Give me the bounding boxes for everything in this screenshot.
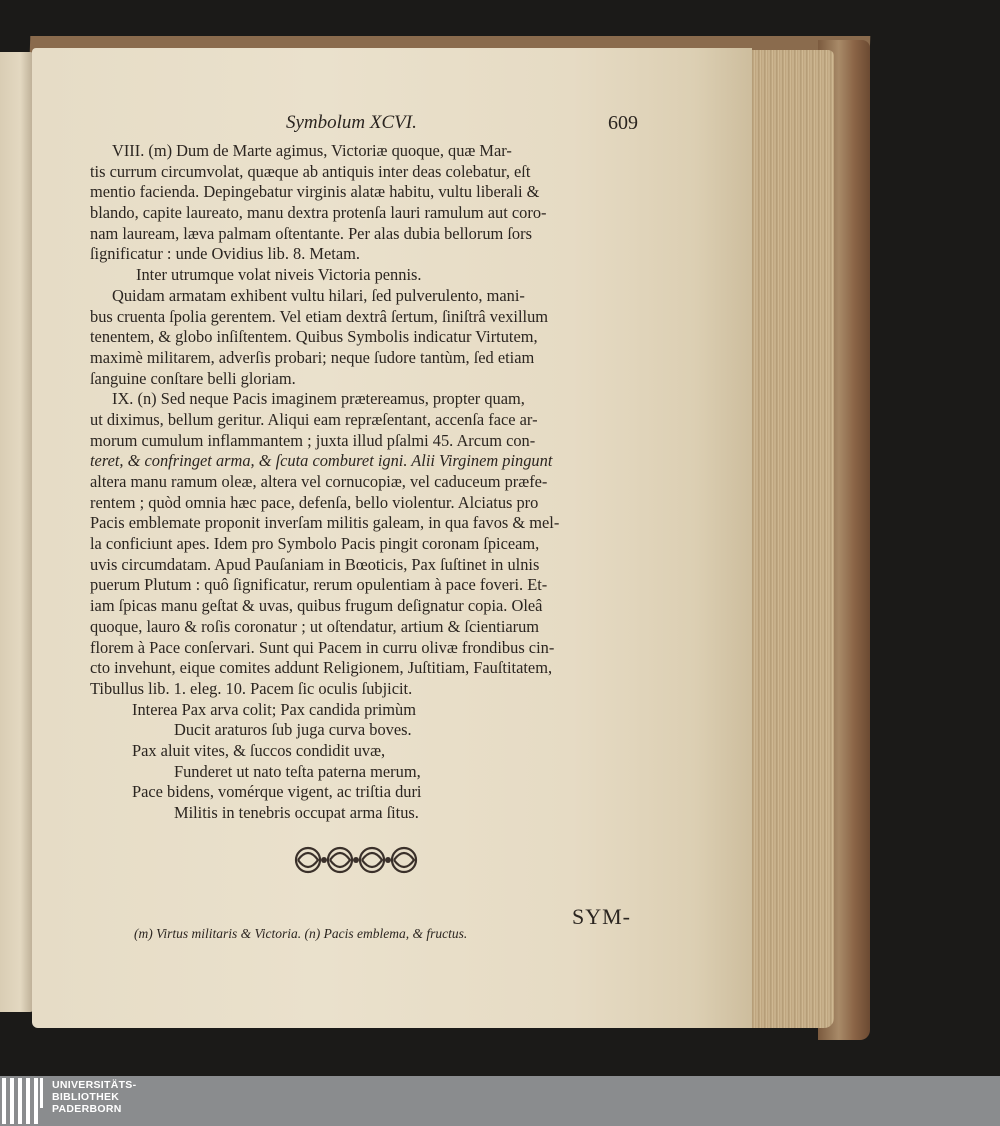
verse-block bbox=[132, 700, 650, 824]
text-line: la conficiunt apes. Idem pro Symbolo Pacis pingit coronam ſpiceam, bbox=[90, 534, 540, 554]
text-line: nam lauream, læva palmam oſtentante. Per alas dubia bellorum ſors bbox=[90, 223, 532, 243]
verse-quote-line: Inter utrumque volat niveis Victoria pennis. bbox=[136, 265, 422, 285]
text-line: tenentem, & globo inſiſtentem. Quibus Symbolis indicatur Virtutem, bbox=[90, 327, 538, 347]
text-line: ſignificatur : unde Ovidius lib. 8. Metam. bbox=[90, 244, 360, 264]
text-line: puerum Plutum : quô ſignificatur, rerum opulentiam à pace foveri. Et- bbox=[90, 575, 548, 595]
verse-line: Pax aluit vites, & ſuccos condidit uvæ, bbox=[132, 740, 386, 760]
library-footer bbox=[0, 1076, 1000, 1126]
text-line: maximè militarem, adverſis probari; neque ſudore tantùm, ſed etiam bbox=[90, 347, 535, 367]
text-line: uvis circumdatam. Apud Pauſaniam in Bœoticis, Pax ſuſtinet in ulnis bbox=[90, 554, 540, 574]
page-number: 609 bbox=[608, 112, 638, 134]
page-header bbox=[32, 112, 752, 136]
text-line: Pacis emblemate proponit inverſam militis galeam, in qua favos & mel- bbox=[90, 513, 560, 533]
text-line: florem à Pace conſervari. Sunt qui Pacem in curru olivæ frondibus cin- bbox=[90, 637, 555, 657]
text-line: iam ſpicas manu geſtat & uvas, quibus frugum deſignatur copia. Oleâ bbox=[90, 596, 543, 616]
library-logo-icon bbox=[0, 1076, 46, 1126]
verse-line: Pace bidens, vomérque vigent, ac triſtia duri bbox=[132, 782, 422, 802]
text-line: teret, & confringet arma, & ſcuta comburet igni. Alii Virginem pingunt bbox=[90, 451, 553, 471]
library-name-line: PADERBORN bbox=[52, 1103, 122, 1115]
library-name-line: UNIVERSITÄTS- bbox=[52, 1079, 137, 1091]
verse-line: Funderet ut nato teſta paterna merum, bbox=[174, 761, 421, 781]
text-line: ſanguine conſtare belli gloriam. bbox=[90, 368, 296, 388]
page-body bbox=[90, 141, 650, 824]
text-line: ut diximus, bellum geritur. Aliqui eam repræſentant, accenſa face ar- bbox=[90, 409, 538, 429]
text-line: VIII. (m) Dum de Marte agimus, Victoriæ quoque, quæ Mar- bbox=[112, 141, 512, 160]
footnotes: (m) Virtus militaris & Victoria. (n) Pacis emblema, & fructus. bbox=[134, 926, 468, 941]
library-name bbox=[52, 1079, 136, 1115]
verse-line: Ducit araturos ſub juga curva boves. bbox=[174, 720, 412, 740]
library-name-line: BIBLIOTHEK bbox=[52, 1091, 120, 1103]
text-line: Quidam armatam exhibent vultu hilari, ſed pulverulento, mani- bbox=[112, 285, 525, 305]
running-head: Symbolum XCVI. bbox=[286, 112, 417, 133]
book-page bbox=[32, 48, 752, 1028]
text-line: altera manu ramum oleæ, altera vel cornucopiæ, vel caduceum præfe- bbox=[90, 472, 548, 491]
facing-page-sliver bbox=[0, 52, 34, 1012]
text-line: IX. (n) Sed neque Pacis imaginem prætereamus, propter quam, bbox=[112, 389, 525, 409]
printers-ornament bbox=[292, 842, 420, 878]
text-line: blando, capite laureato, manu dextra protenſa lauri ramulum aut coro- bbox=[90, 203, 547, 223]
verse-line: Militis in tenebris occupat arma ſitus. bbox=[174, 803, 419, 822]
text-line: mentio facienda. Depingebatur virginis alatæ habitu, vultu liberali & bbox=[90, 182, 540, 202]
text-line: quoque, lauro & roſis coronatur ; ut oſtendatur, artium & ſcientiarum bbox=[90, 616, 540, 636]
page-block-edge bbox=[738, 50, 834, 1028]
text-line: cto invehunt, eique comites addunt Religionem, Juſtitiam, Fauſtitatem, bbox=[90, 658, 553, 678]
text-line: morum cumulum inflammantem ; juxta illud pſalmi 45. Arcum con- bbox=[90, 430, 536, 450]
catchword: SYM- bbox=[572, 904, 632, 929]
text-line: rentem ; quòd omnia hæc pace, defenſa, bello violentur. Alciatus pro bbox=[90, 492, 539, 512]
verse-line: Interea Pax arva colit; Pax candida primùm bbox=[132, 699, 417, 719]
text-line: bus cruenta ſpolia gerentem. Vel etiam dextrâ ſertum, ſiniſtrâ vexillum bbox=[90, 306, 549, 326]
text-line: tis currum circumvolat, quæque ab antiquis inter deas colebatur, eſt bbox=[90, 161, 531, 181]
text-line: Tibullus lib. 1. eleg. 10. Pacem ſic oculis ſubjicit. bbox=[90, 678, 413, 698]
